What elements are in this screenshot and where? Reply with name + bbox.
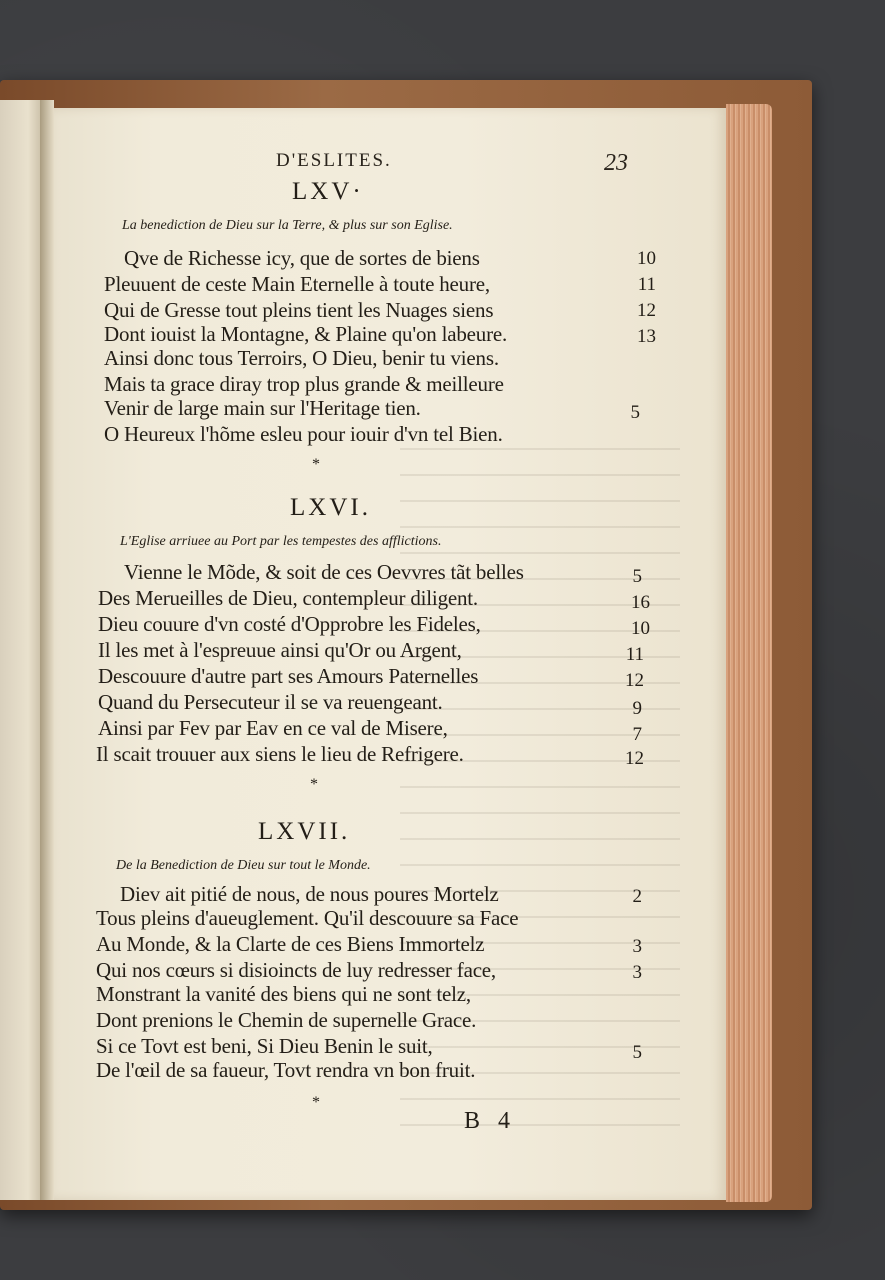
verse-line: Mais ta grace diray trop plus grande & meilleure	[104, 372, 504, 396]
verse-line: Dieu couure d'vn costé d'Opprobre les Fideles,	[98, 612, 481, 636]
margin-number: 5	[632, 1042, 642, 1063]
section-title: De la Benediction de Dieu sur tout le Monde.	[116, 858, 371, 873]
verse-line: Dont iouist la Montagne, & Plaine qu'on labeure.	[104, 322, 508, 346]
margin-number: 2	[632, 886, 642, 907]
folio-number: 23	[604, 150, 628, 176]
verse-line: Qui de Gresse tout pleins tient les Nuages siens	[104, 298, 494, 322]
verse-line: Ainsi donc tous Terroirs, O Dieu, benir tu viens.	[104, 346, 499, 370]
margin-number: 13	[637, 326, 656, 347]
ornament-star: *	[312, 456, 320, 473]
verse-line: De l'œil de sa faueur, Tovt rendra vn bon fruit.	[96, 1058, 476, 1082]
verse-line: Si ce Tovt est beni, Si Dieu Benin le suit,	[96, 1034, 433, 1058]
verse-line: Venir de large main sur l'Heritage tien.	[104, 396, 421, 420]
verse-line: Il scait trouuer aux siens le lieu de Refrigere.	[96, 742, 464, 766]
section-title: L'Eglise arriuee au Port par les tempestes des afflictions.	[120, 534, 442, 549]
margin-number: 3	[632, 936, 642, 957]
verse-line: Vienne le Mõde, & soit de ces Oevvres tãt belles	[124, 560, 524, 584]
verse-line: Tous pleins d'aueuglement. Qu'il descouure sa Face	[96, 906, 519, 930]
verse-line: Des Merueilles de Dieu, contempleur diligent.	[98, 586, 478, 610]
section-number: LXV·	[292, 178, 364, 205]
section-number: LXVI.	[290, 494, 371, 521]
verse-line: Ainsi par Fev par Eav en ce val de Misere,	[98, 716, 448, 740]
margin-number: 11	[637, 274, 656, 295]
margin-number: 10	[631, 618, 650, 639]
verse-line: Dont prenions le Chemin de supernelle Grace.	[96, 1008, 477, 1032]
verse-line: Diev ait pitié de nous, de nous poures Mortelz	[120, 882, 499, 906]
section-title: La benediction de Dieu sur la Terre, & plus sur son Eglise.	[122, 218, 453, 233]
book-gutter	[40, 100, 54, 1200]
margin-number: 9	[632, 698, 642, 719]
margin-number: 3	[632, 962, 642, 983]
verse-line: Il les met à l'espreuue ainsi qu'Or ou Argent,	[98, 638, 462, 662]
verse-line: Pleuuent de ceste Main Eternelle à toute heure,	[104, 272, 490, 296]
margin-number: 5	[630, 402, 640, 423]
ornament-star: *	[312, 1094, 320, 1111]
ornament-star: *	[310, 776, 318, 793]
margin-number: 12	[625, 748, 644, 769]
running-head: D'ESLITES.	[276, 150, 392, 171]
margin-number: 10	[637, 248, 656, 269]
margin-number: 11	[625, 644, 644, 665]
margin-number: 5	[632, 566, 642, 587]
verse-line: Monstrant la vanité des biens qui ne sont telz,	[96, 982, 471, 1006]
verse-line: Au Monde, & la Clarte de ces Biens Immortelz	[96, 932, 485, 956]
section-number: LXVII.	[258, 818, 351, 845]
signature-mark: B 4	[464, 1108, 517, 1134]
page-edges	[726, 104, 772, 1202]
verse-line: Quand du Persecuteur il se va reuengeant.	[98, 690, 443, 714]
verse-line: Qui nos cœurs si disioincts de luy redresser face,	[96, 958, 496, 982]
margin-number: 12	[625, 670, 644, 691]
left-page-sliver	[0, 100, 42, 1200]
verse-line: Qve de Richesse icy, que de sortes de biens	[124, 246, 480, 270]
margin-number: 12	[637, 300, 656, 321]
verse-line: O Heureux l'hõme esleu pour iouir d'vn tel Bien.	[104, 422, 503, 446]
verse-line: Descouure d'autre part ses Amours Paternelles	[98, 664, 479, 688]
margin-number: 7	[632, 724, 642, 745]
margin-number: 16	[631, 592, 650, 613]
